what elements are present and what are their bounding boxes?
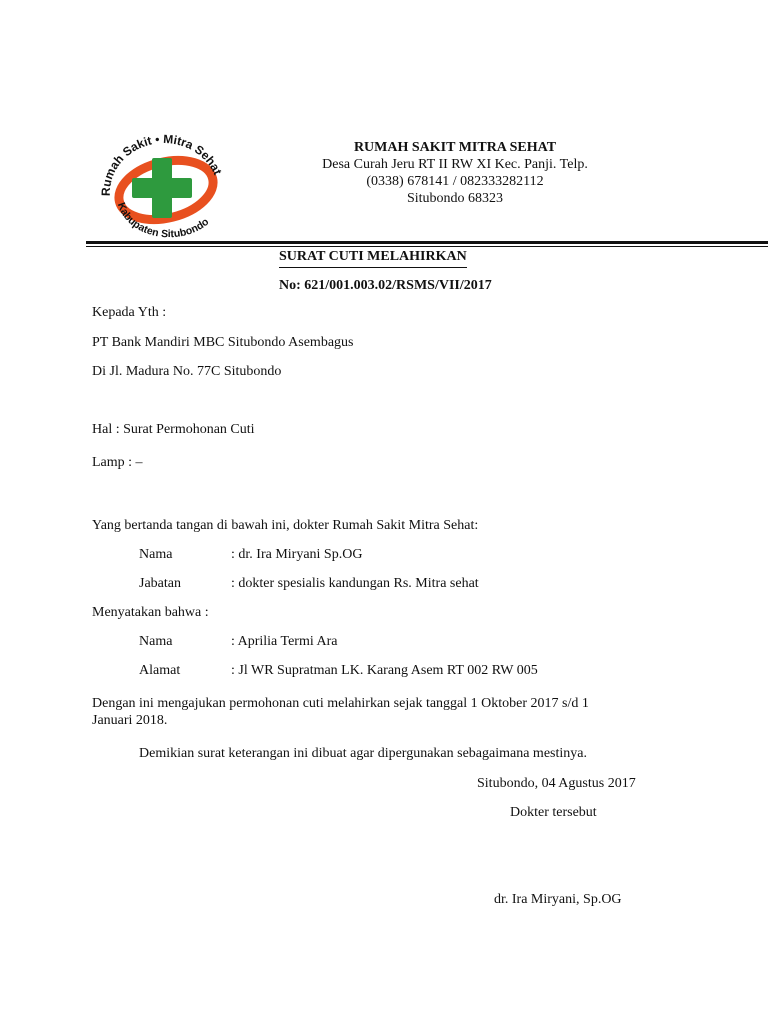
address-line-2: (0338) 678141 / 082333282112 [366,174,544,189]
recipient-label: Kepada Yth : [92,305,167,320]
letterhead [300,139,610,207]
letter-subject: Hal : Surat Permohonan Cuti [92,422,255,437]
signer-name-value: : dr. Ira Miryani Sp.OG [231,547,363,562]
patient-address-label: Alamat [139,663,181,678]
patient-name-label: Nama [139,634,173,649]
recipient-address: Di Jl. Madura No. 77C Situbondo [92,364,282,379]
closing-sentence: Demikian surat keterangan ini dibuat agar dipergunakan sebagaimana mestinya. [139,746,587,761]
address-line-3: Situbondo 68323 [406,191,504,206]
signer-position-label: Jabatan [139,576,181,591]
signer-position-value: : dokter spesialis kandungan Rs. Mitra sehat [231,576,479,591]
patient-name-value: : Aprilia Termi Ara [231,634,338,649]
signer-name: dr. Ira Miryani, Sp.OG [494,892,622,907]
recipient-name: PT Bank Mandiri MBC Situbondo Asembagus [92,335,354,350]
hospital-name: RUMAH SAKIT MITRA SEHAT [353,140,557,155]
letter-intro: Yang bertanda tangan di bawah ini, dokter Rumah Sakit Mitra Sehat: [92,518,479,533]
letter-title: SURAT CUTI MELAHIRKAN [279,249,467,268]
body-line-2: Januari 2018. [92,713,168,728]
place-date: Situbondo, 04 Agustus 2017 [477,776,636,791]
logo-top-text: Rumah Sakit • Mitra Sehat [98,132,225,197]
letter-attachment: Lamp : – [92,455,143,470]
header-divider-thin [86,246,768,247]
letter-number: No: 621/001.003.02/RSMS/VII/2017 [279,278,492,293]
declares-label: Menyatakan bahwa : [92,605,209,620]
body-line-1: Dengan ini mengajukan permohonan cuti melahirkan sejak tanggal 1 Oktober 2017 s/d 1 [92,696,589,711]
header-divider-thick [86,241,768,244]
hospital-logo-graphic [96,132,228,238]
patient-address-value: : Jl WR Supratman LK. Karang Asem RT 002 RW 005 [231,663,538,678]
signer-name-label: Nama [139,547,173,562]
address-line-1: Desa Curah Jeru RT II RW XI Kec. Panji. Telp. [322,157,588,172]
hospital-logo [96,132,228,238]
signer-role: Dokter tersebut [510,805,597,820]
logo-bottom-text: Kabupaten Situbondo [114,201,212,238]
